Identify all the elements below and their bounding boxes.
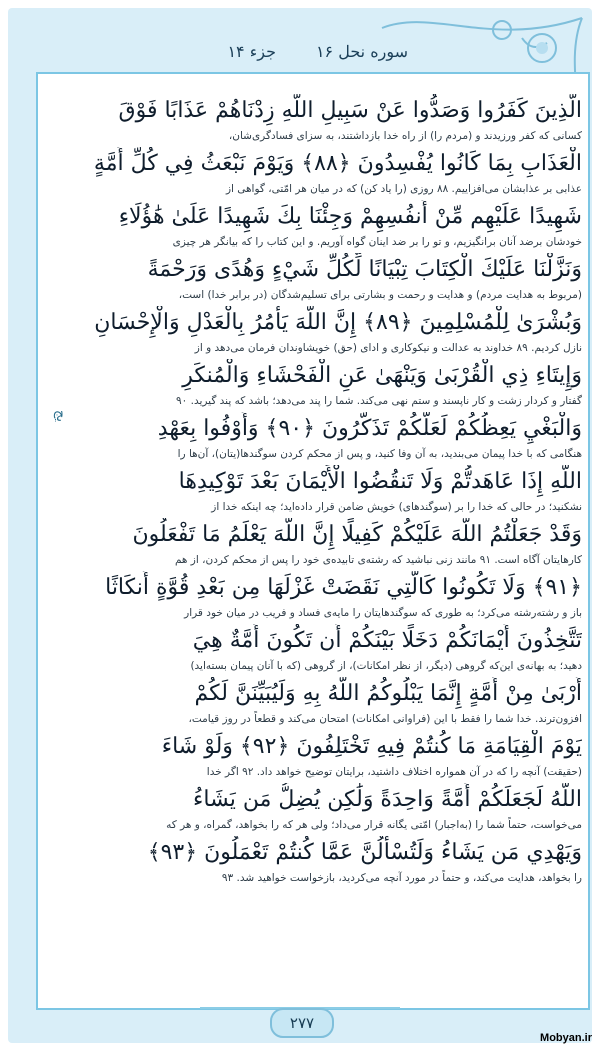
arabic-line: وَقَدْ جَعَلْتُمُ اللَّهَ عَلَيْكُمْ كَفِيلًا إِنَّ اللَّهَ يَعْلَمُ مَا تَفْعَلُونَ	[132, 522, 582, 547]
arabic-line: شَهِيدًا عَلَيْهِم مِّنْ أَنفُسِهِمْ وَجِئْنَا بِكَ شَهِيدًا عَلَىٰ هَٰؤُلَاءِ	[118, 204, 582, 229]
arabic-line: اللَّهُ لَجَعَلَكُمْ أُمَّةً وَاحِدَةً وَلَٰكِن يُضِلُّ مَن يَشَاءُ	[193, 787, 582, 812]
translation-line: هنگامی که با خدا پیمان می‌بندید، به آن وفا کنید، و پس از محکم کردن سوگندها(یتان)، آن‌ها را	[177, 448, 582, 460]
translation-line: کسانی که کفر ورزیدند و (مردم را) از راه خدا بازداشتند، به سزای فسادگری‌شان،	[228, 130, 582, 142]
arabic-line: وَنَزَّلْنَا عَلَيْكَ الْكِتَابَ تِبْيَانًا لِّكُلِّ شَيْءٍ وَهُدًى وَرَحْمَةً	[147, 257, 582, 282]
translation-line: نشکنید؛ در حالی که خدا را بر (سوگندهای) خویش ضامن قرار داده‌اید؛ چه اینکه خدا از	[211, 501, 582, 513]
translation-line: می‌خواست، حتماً شما را (به‌اجبار) امّتی یگانه قرار می‌داد؛ ولی هر که را بخواهد، گمراه، و هر که	[166, 819, 582, 831]
surah-title: سوره نحل ۱۶	[315, 41, 408, 61]
page-number: ۲۷۷	[270, 1008, 334, 1038]
arabic-line: أَرْبَىٰ مِنْ أُمَّةٍ إِنَّمَا يَبْلُوكُمُ اللَّهُ بِهِ وَلَيُبَيِّنَنَّ لَكُمْ	[194, 681, 582, 706]
text-panel	[36, 72, 590, 1010]
translation-line: (حقیقت) آنچه را که در آن همواره اختلاف داشتید، برایتان توضیح خواهد داد. ۹۲ اگر خدا	[206, 766, 582, 778]
translation-line: دهید؛ به بهانه‌ی این‌که گروهی (دیگر، از نظر امکانات)، از گروهی (که با آنان پیمان بسته‌اید)	[190, 660, 582, 672]
juz-label: جزء ۱۴	[227, 41, 276, 61]
arabic-line: يَوْمَ الْقِيَامَةِ مَا كُنتُمْ فِيهِ تَخْتَلِفُونَ ﴿٩٢﴾ وَلَوْ شَاءَ	[161, 734, 582, 759]
arabic-line: تَتَّخِذُونَ أَيْمَانَكُمْ دَخَلًا بَيْنَكُمْ أَن تَكُونَ أُمَّةٌ هِيَ	[192, 628, 582, 653]
arabic-line: وَإِيتَاءِ ذِي الْقُرْبَىٰ وَيَنْهَىٰ عَنِ الْفَحْشَاءِ وَالْمُنكَرِ	[182, 363, 582, 388]
translation-line: افزون‌ترند. خدا شما را فقط با این (فراوانی امکانات) امتحان می‌کند و قطعاً در روز قیامت،	[188, 713, 582, 725]
hizb-mark: یج	[53, 410, 68, 423]
arabic-line: الَّذِينَ كَفَرُوا وَصَدُّوا عَنْ سَبِيلِ اللَّهِ زِدْنَاهُمْ عَذَابًا فَوْقَ	[118, 98, 582, 123]
page-header	[128, 34, 408, 68]
arabic-line: اللَّهِ إِذَا عَاهَدتُّمْ وَلَا تَنقُضُوا الْأَيْمَانَ بَعْدَ تَوْكِيدِهَا	[178, 469, 582, 494]
translation-line: (مربوط به هدایت مردم) و هدایت و رحمت و بشارتی برای تسلیم‌شدگان (در برابر خدا) است،	[178, 289, 582, 301]
arabic-line: الْعَذَابِ بِمَا كَانُوا يُفْسِدُونَ ﴿٨٨﴾ وَيَوْمَ نَبْعَثُ فِي كُلِّ أُمَّةٍ	[93, 151, 582, 176]
translation-line: را بخواهد، هدایت می‌کند، و حتماً در مورد آنچه می‌کردید، بازخواست خواهید شد. ۹۳	[221, 872, 582, 884]
translation-line: خودشان برضد آنان برانگیزیم، و تو را بر ضد اینان گواه آوریم. و این کتاب را که بیانگر هر چیزی	[172, 236, 582, 248]
translation-line: نازل کردیم. ۸۹ خداوند به عدالت و نیکوکاری و ادای (حق) خویشاوندان فرمان می‌دهد و از	[194, 342, 582, 354]
arabic-line: وَالْبَغْيِ يَعِظُكُمْ لَعَلَّكُمْ تَذَكَّرُونَ ﴿٩٠﴾ وَأَوْفُوا بِعَهْدِ	[157, 416, 582, 441]
arabic-line: ﴿٩١﴾ وَلَا تَكُونُوا كَالَّتِي نَقَضَتْ غَزْلَهَا مِن بَعْدِ قُوَّةٍ أَنكَاثًا	[105, 575, 582, 600]
verse-list	[44, 94, 582, 889]
page-frame	[8, 8, 592, 1043]
arabic-line: وَبُشْرَىٰ لِلْمُسْلِمِينَ ﴿٨٩﴾ إِنَّ اللَّهَ يَأْمُرُ بِالْعَدْلِ وَالْإِحْسَانِ	[94, 310, 582, 335]
site-watermark: Mobyan.ir	[540, 1032, 592, 1044]
translation-line: باز و رشته‌رشته می‌کرد؛ به طوری که سوگندهایتان را مایه‌ی فساد و فریب در میان خود قرار	[184, 607, 582, 619]
translation-line: کارهایتان آگاه است. ۹۱ مانند زنی نباشید که رشته‌ی تابیده‌ی خود را پس از محکم کردن، از هم	[174, 554, 582, 566]
arabic-line: وَيَهْدِي مَن يَشَاءُ وَلَتُسْأَلُنَّ عَمَّا كُنتُمْ تَعْمَلُونَ ﴿٩٣﴾	[147, 840, 582, 865]
translation-line: عذابی بر عذابشان می‌افزاییم. ۸۸ روزی (را یاد کن) که در میان هر امّتی، گواهی از	[225, 183, 582, 195]
translation-line: گفتار و کردار زشت و کار ناپسند و ستم نهی می‌کند. شما را پند می‌دهد؛ باشد که پند گیرید. ۹۰	[175, 395, 582, 407]
